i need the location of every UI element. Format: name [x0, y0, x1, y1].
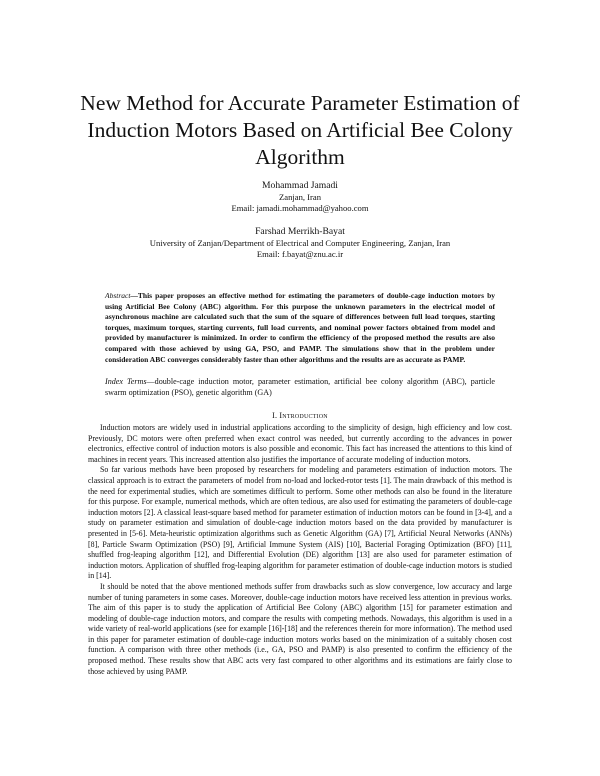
paragraph: It should be noted that the above mentioned methods suffer from drawbacks such as slow convergence, low accuracy and large number of tuning parameters in some cases. Moreover, double-cage induction motors have received less attention in previous works. The aim of this paper is to study the application of Artificial Bee Colony (ABC) algorithm [15] for parameter estimation and modeling of double-cage induction motors, and compare the results with competing methods. Nowadays, this algorithm is used in a wide variety of real-world applications (see for example [16]-[18] and the references therein for more information). The method used in this paper for parameter estimation of double-cage induction motors works based on the minimization of a suitably chosen cost function. A comparison with three other methods (i.e., GA, PSO and PAMP) is also presented to confirm the efficiency of the proposed method. These results show that ABC acts very fast compared to other algorithms and its estimations are fairly close to those achieved by using PAMP. — [88, 581, 512, 676]
paragraph: So far various methods have been proposed by researchers for modeling and parameters estimation of induction motors. The classical approach is to extract the parameters of model from no-load and locked-rotor tests [1]. The main drawback of this method is the need for experimental studies, which are sometimes difficult to perform. Some other methods can also be found in the literature for this purpose. For example, numerical methods, which are often tedious, are also used for estimating the parameters of double-cage induction motors [2]. A classical least-square based method for parameter estimation of induction motors can be found in [3-4], and a study on parameter estimation and simulation of double-cage induction motors based on the data provided by manufacturer is presented in [5-6]. Meta-heuristic optimization algorithms such as Genetic Algorithm (GA) [7], Artificial Neural Networks (ANNs) [8], Particle Swarm Optimization (PSO) [9], Artificial Immune System (AIS) [10], Bacterial Foraging Optimization (BFO) [11], shuffled frog-leaping algorithm [12], and Differential Evolution (DE) algorithm [13] are also used for parameter estimation of induction motors. Application of shuffled frog-leaping algorithm for parameter estimation of double-cage induction motors is studied in [14]. — [88, 465, 512, 581]
index-terms — [105, 377, 495, 399]
body-text — [88, 423, 512, 677]
index-terms-text: —double-cage induction motor, parameter estimation, artificial bee colony algorithm (ABC), particle swarm optimization (PSO), genetic algorithm (GA) — [105, 377, 495, 397]
index-terms-label: Index Terms — [105, 377, 147, 386]
author-name: Mohammad Jamadi — [262, 180, 338, 191]
paper-title: New Method for Accurate Parameter Estimation of Induction Motors Based on Artificial Bee Colony Algorithm — [80, 91, 520, 169]
author-email: Email: f.bayat@znu.ac.ir — [256, 249, 344, 259]
paragraph: Induction motors are widely used in industrial applications according to the simplicity of design, high efficiency and low cost. Previously, DC motors were often preferred when exact control was needed, but currently according to the advances in power electronics, effective control of induction motors is also possible and economic. This fact has increased the attentions to this kind of machines in recent years. This increased attention also justifies the importance of accurate modeling of induction motors. — [88, 423, 512, 464]
abstract — [105, 291, 495, 365]
author-affiliation: University of Zanjan/Department of Electrical and Computer Engineering, Zanjan, Iran — [149, 238, 451, 248]
author-email: Email: jamadi.mohammad@yahoo.com — [231, 203, 369, 213]
abstract-text: —This paper proposes an effective method for estimating the parameters of double-cage induction motors by using Artificial Bee Colony (ABC) algorithm. For this purpose the unknown parameters in the electrical model of asynchronous machine are calculated such that the sum of the square of differences between full load torques, starting torques, maximum torques, starting currents, full load currents, and nominal power factors obtained from model and provided by manufacturer is minimized. In order to confirm the efficiency of the proposed method the results are also compared with those achieved by using GA, PSO, and PAMP. The simulations show that in the problem under consideration ABC converges considerably faster than other algorithms and the results are as accurate as PAMP. — [105, 291, 495, 364]
author-name: Farshad Merrikh-Bayat — [255, 226, 345, 237]
abstract-label: Abstract — [105, 291, 131, 300]
section-heading: I. Introduction — [272, 411, 328, 420]
author-block-2 — [60, 226, 540, 260]
author-block-1 — [60, 180, 540, 214]
author-affiliation: Zanjan, Iran — [279, 192, 321, 202]
